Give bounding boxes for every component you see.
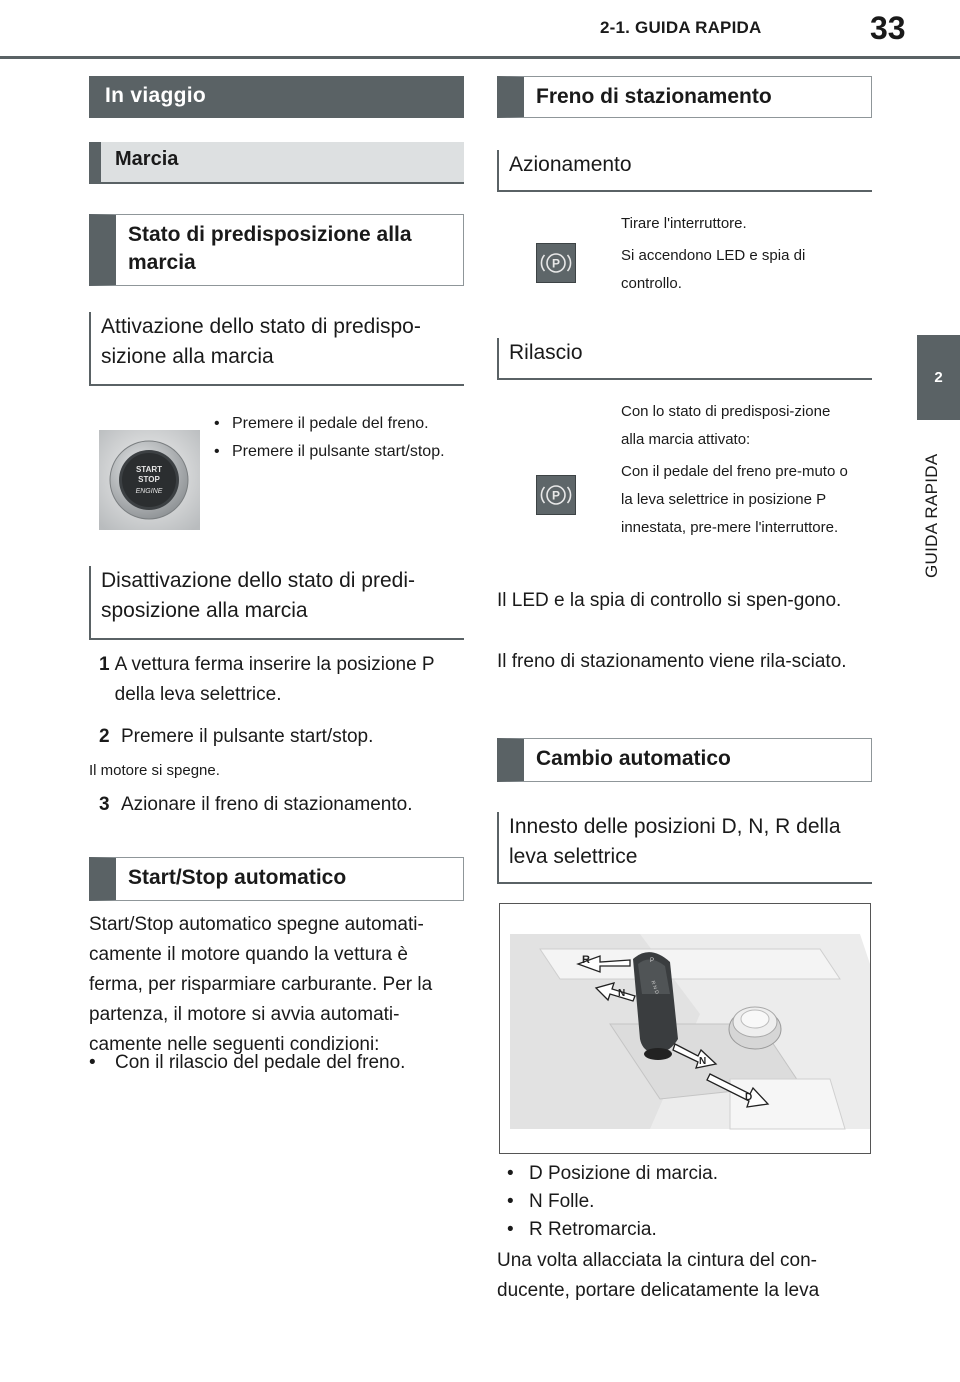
chapter-number: 2 [934,369,943,386]
step-2: 2 Premere il pulsante start/stop. [99,722,464,752]
header-rule [0,56,960,59]
subheading-attivazione: Attivazione dello stato di predispo-sizione alla marcia [89,312,464,386]
step-1: 1 A vettura ferma inserire la posizione P della leva selettrice. [99,650,464,710]
azionamento-text [621,210,866,298]
text-line: Si accendono LED e spia di controllo. [621,247,806,292]
step-number: 1 [99,654,110,675]
button-text-engine: ENGINE [135,488,163,495]
list-item: • R Retromarcia. [507,1219,657,1240]
text-line: Con lo stato di predisposi-zione alla marcia attivato: [621,403,831,448]
step-number: 3 [99,794,110,815]
lever-p-label: P [650,958,655,964]
paragraph-led: Il LED e la spia di controllo si spen-gono. [497,590,842,611]
list-item: • Premere il pulsante start/stop. [214,443,445,460]
chapter-label: GUIDA RAPIDA [922,453,941,578]
svg-text:P: P [551,256,561,271]
parking-brake-icon [536,475,576,515]
arrow-d-label: D [745,1092,753,1103]
button-text-start: START [135,465,163,474]
heading-freno-stazionamento: Freno di stazionamento [497,76,872,118]
paragraph-start-stop: Start/Stop automatico spegne automati-camente il motore quando la vettura è ferma, per risparmiare carburante. Per la partenza, il motore si avvia automati-camente nelle seguenti condizioni: [89,914,433,1055]
heading-stato-predisposizione: Stato di predisposizione alla marcia [89,214,464,286]
section-title: 2-1. GUIDA RAPIDA [600,18,762,37]
parking-brake-icon [536,243,576,283]
button-text-stop: STOP [138,475,160,484]
gear-selector-illustration [499,903,871,1154]
note-motore: Il motore si spegne. [89,762,220,779]
list-item: • Premere il pedale del freno. [214,415,429,432]
rilascio-text [621,398,856,542]
arrow-n-lower-label: N [699,1056,707,1067]
list-item: • D Posizione di marcia. [507,1163,719,1184]
subheading-innesto-posizioni: Innesto delle posizioni D, N, R della leva selettrice [497,812,872,884]
subheading-azionamento: Azionamento [497,150,872,192]
bullet-list-attivazione [214,410,454,466]
page-number: 33 [870,10,906,46]
text-line: Tirare l'interruttore. [621,215,747,232]
bullet-list-gears [507,1160,867,1244]
paragraph-cintura: Una volta allacciata la cintura del con-ducente, portare delicatamente la leva [497,1250,820,1301]
step-3: 3 Azionare il freno di stazionamento. [99,790,464,820]
step-number: 2 [99,726,110,747]
heading-marcia: Marcia [89,142,464,184]
arrow-n-upper-label: N [618,988,626,999]
heading-cambio-automatico: Cambio automatico [497,738,872,782]
heading-start-stop-automatico: Start/Stop automatico [89,857,464,901]
start-stop-button-image [99,430,200,530]
lever-pattern-label: R N D [649,980,660,995]
bullet-rilascio-pedale: • Con il rilascio del pedale del freno. [89,1052,406,1073]
chapter-tab [917,335,960,420]
subheading-disattivazione: Disattivazione dello stato di predi-sposizione alla marcia [89,566,464,640]
svg-text:P: P [551,488,561,503]
text-line: Con il pedale del freno pre-muto o la leva selettrice in posizione P innestata, pre-mere l'interruttore. [621,463,848,536]
list-item: • N Folle. [507,1191,595,1212]
subheading-rilascio: Rilascio [497,338,872,380]
heading-in-viaggio: In viaggio [89,76,464,118]
arrow-r-label: R [582,954,590,966]
paragraph-freno-rilasciato: Il freno di stazionamento viene rila-sciato. [497,651,847,672]
